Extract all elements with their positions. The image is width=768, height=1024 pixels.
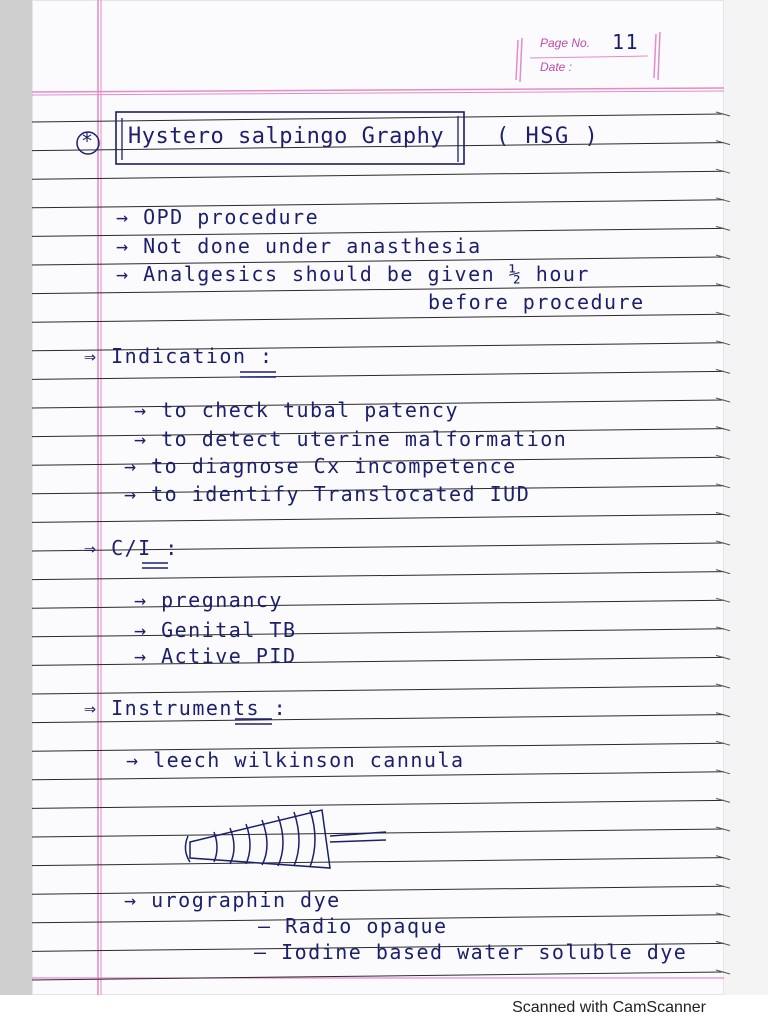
intro-item: → Analgesics should be given ½ hour xyxy=(116,262,590,286)
header-box-right-mark xyxy=(654,32,660,80)
ci-item: → pregnancy xyxy=(134,588,283,612)
rule-line xyxy=(32,686,724,694)
scanner-footer xyxy=(0,995,768,1024)
ci-item: → Genital TB xyxy=(134,618,297,642)
indication-item: → to identify Translocated IUD xyxy=(124,482,531,506)
page-no-value: 11 xyxy=(612,30,640,54)
indication-item: → to check tubal patency xyxy=(134,398,459,422)
rule-line xyxy=(32,972,724,980)
indication-item: → to detect uterine malformation xyxy=(134,427,568,451)
rule-line xyxy=(32,858,724,866)
intro-item: → OPD procedure xyxy=(116,205,320,229)
dye-subitem: – Radio opaque xyxy=(258,914,448,938)
dye-subitem: – Iodine based water soluble dye xyxy=(254,940,688,964)
header-box-left-mark xyxy=(516,38,522,82)
instruments-heading: ⇒ Instruments : xyxy=(84,696,288,720)
rule-line xyxy=(32,772,724,780)
intro-item-continued: before procedure xyxy=(428,290,645,314)
date-label: Date : xyxy=(540,60,573,74)
title-text: Hystero salpingo Graphy xyxy=(128,124,445,149)
scanner-watermark: Scanned with CamScanner xyxy=(512,999,706,1016)
title-abbr: ( HSG ) xyxy=(496,124,600,149)
rule-line xyxy=(32,314,724,322)
rule-line xyxy=(32,371,724,379)
indication-heading: ⇒ Indication : xyxy=(84,344,274,368)
header-box-mid-line xyxy=(530,56,648,58)
ci-item: → Active PID xyxy=(134,644,297,668)
rule-line xyxy=(32,572,724,580)
dye-item: → urographin dye xyxy=(124,888,341,912)
indication-item: → to diagnose Cx incompetence xyxy=(124,454,517,478)
intro-item: → Not done under anasthesia xyxy=(116,234,482,258)
ci-heading: ⇒ C/I : xyxy=(84,536,179,560)
instruments-item: → leech wilkinson cannula xyxy=(126,748,465,772)
page-no-label: Page No. xyxy=(540,36,591,50)
star-bullet: * xyxy=(81,129,95,153)
rule-line xyxy=(32,171,724,179)
rule-line xyxy=(32,114,724,122)
cannula-sketch xyxy=(185,810,386,868)
rule-line xyxy=(32,800,724,808)
rule-line xyxy=(32,514,724,522)
